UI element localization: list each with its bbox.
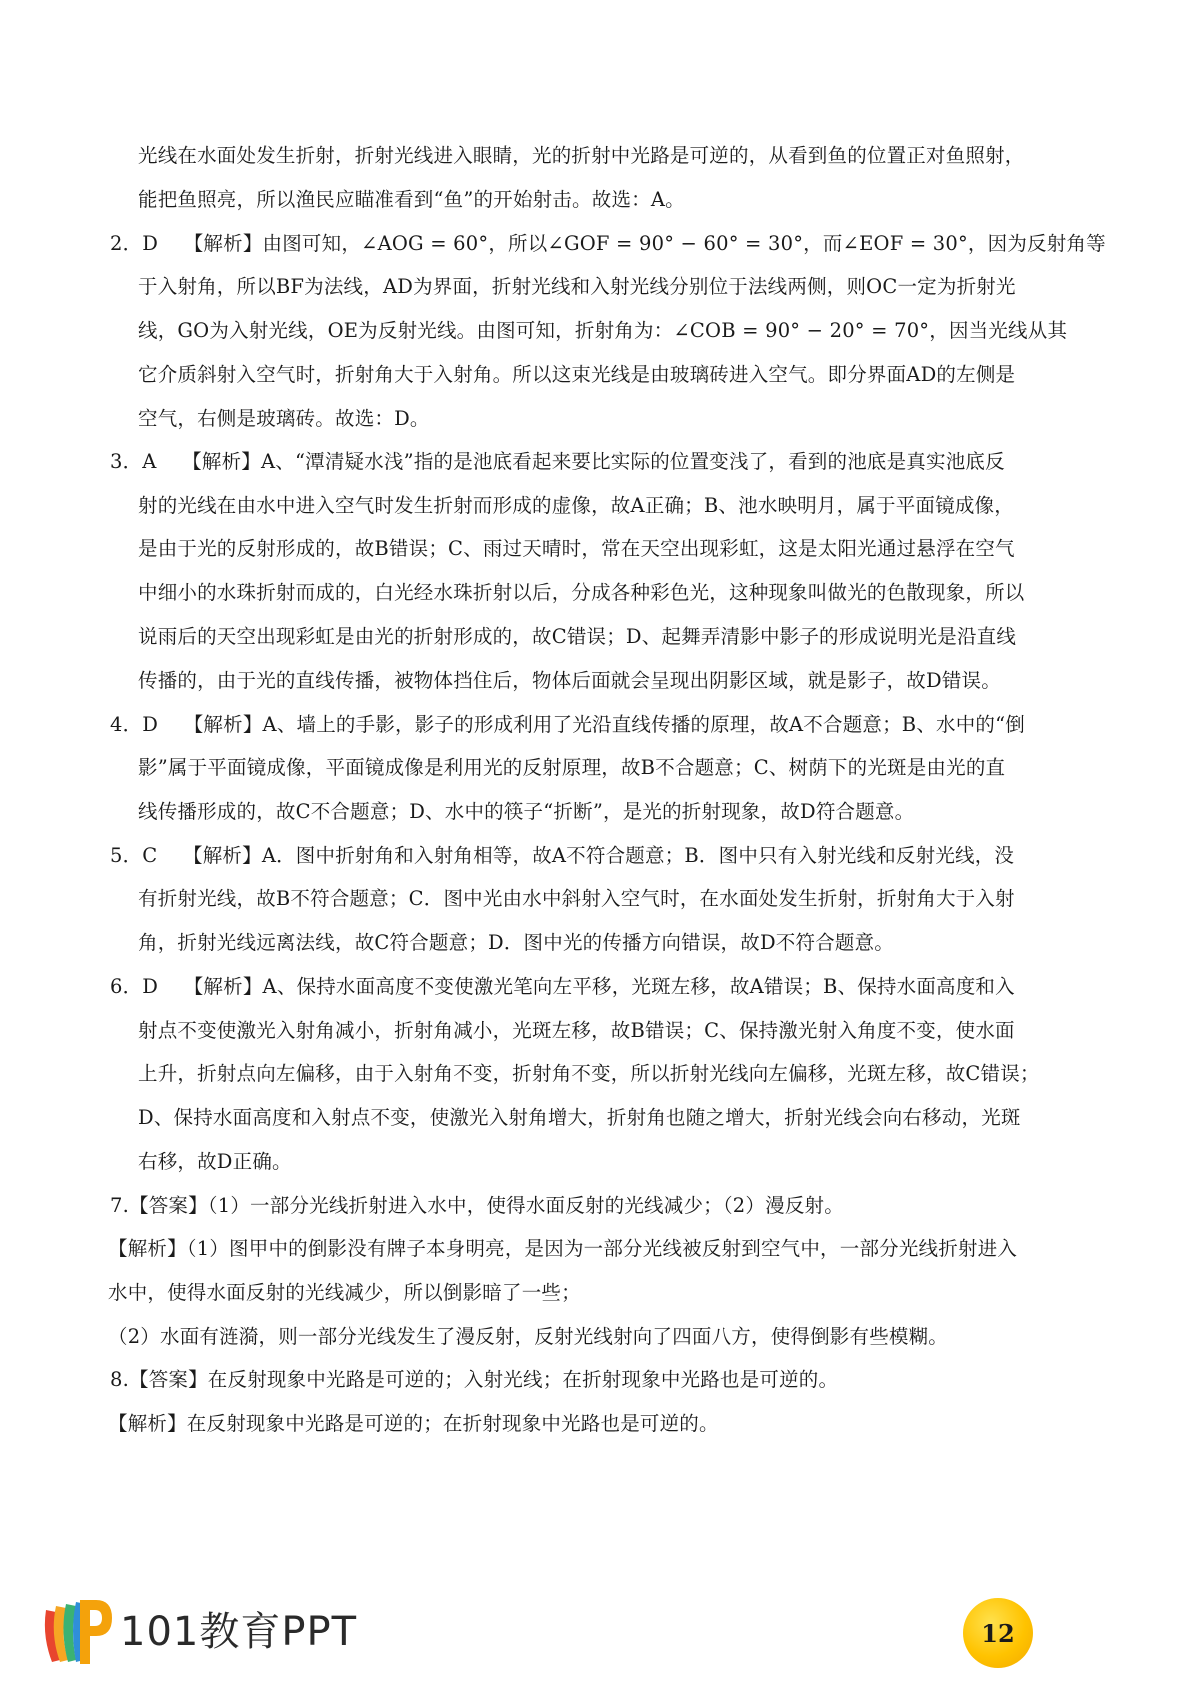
- text-line: 右移，故D正确。: [138, 1150, 292, 1173]
- text-line: 8.【答案】在反射现象中光路是可逆的；入射光线；在折射现象中光路也是可逆的。: [110, 1368, 839, 1391]
- text-line: 【解析】在反射现象中光路是可逆的；在折射现象中光路也是可逆的。: [108, 1412, 719, 1435]
- text-line: 3．A 【解析】A、“潭清疑水浅”指的是池底看起来要比实际的位置变浅了，看到的池底是真实池底反: [110, 450, 1005, 473]
- text-line: 4．D 【解析】A、墙上的手影，影子的形成利用了光沿直线传播的原理，故A不合题意；B、水中的“倒: [110, 713, 1025, 736]
- text-line: 有折射光线，故B不符合题意；C．图中光由水中斜射入空气时，在水面处发生折射，折射角大于入射: [138, 887, 1015, 910]
- text-line: 光线在水面处发生折射，折射光线进入眼睛，光的折射中光路是可逆的，从看到鱼的位置正对鱼照射，: [138, 144, 1025, 167]
- text-line: 射的光线在由水中进入空气时发生折射而形成的虚像，故A正确；B、池水映明月，属于平面镜成像，: [138, 494, 1014, 517]
- text-line: 水中，使得水面反射的光线减少，所以倒影暗了一些；: [108, 1281, 581, 1304]
- text-line: 【解析】（1）图甲中的倒影没有牌子本身明亮，是因为一部分光线被反射到空气中，一部分光线折射进入: [108, 1237, 1018, 1260]
- text-line: 5．C 【解析】A．图中折射角和入射角相等，故A不符合题意；B．图中只有入射光线和反射光线，没: [110, 844, 1015, 867]
- text-line: 它介质斜射入空气时，折射角大于入射角。所以这束光线是由玻璃砖进入空气。即分界面AD的左侧是: [138, 363, 1016, 386]
- text-line: 6．D 【解析】A、保持水面高度不变使激光笔向左平移，光斑左移，故A错误；B、保持水面高度和入: [110, 975, 1015, 998]
- text-line: 7.【答案】（1）一部分光线折射进入水中，使得水面反射的光线减少；（2）漫反射。: [110, 1194, 844, 1217]
- text-line: 上升，折射点向左偏移，由于入射角不变，折射角不变，所以折射光线向左偏移，光斑左移，故C错误；: [138, 1062, 1040, 1085]
- text-line: 线，GO为入射光线，OE为反射光线。由图可知，折射角为：∠COB = 90° − 20° = 70°，因当光线从其: [138, 319, 1068, 342]
- text-line: 传播的，由于光的直线传播，被物体挡住后，物体后面就会呈现出阴影区域，就是影子，故D错误。: [138, 669, 1001, 692]
- page-footer: [0, 1564, 1191, 1684]
- text-line: 2．D 【解析】由图可知，∠AOG = 60°，所以∠GOF = 90° − 60° = 30°，而∠EOF = 30°，因为反射角等: [110, 232, 1106, 255]
- text-line: 是由于光的反射形成的，故B错误；C、雨过天晴时，常在天空出现彩虹，这是太阳光通过悬浮在空气: [138, 537, 1015, 560]
- text-line: 影”属于平面镜成像，平面镜成像是利用光的反射原理，故B不合题意；C、树荫下的光斑是由光的直: [138, 756, 1006, 779]
- text-line: 中细小的水珠折射而成的，白光经水珠折射以后，分成各种彩色光，这种现象叫做光的色散现象，所以: [138, 581, 1025, 604]
- text-line: 空气，右侧是玻璃砖。故选：D。: [138, 407, 430, 430]
- text-line: （2）水面有涟漪，则一部分光线发生了漫反射，反射光线射向了四面八方，使得倒影有些模糊。: [108, 1325, 949, 1348]
- text-line: 角，折射光线远离法线，故C符合题意；D．图中光的传播方向错误，故D不符合题意。: [138, 931, 894, 954]
- page-number-badge: 12: [963, 1598, 1033, 1668]
- text-line: 线传播形成的，故C不合题意；D、水中的筷子“折断”，是光的折射现象，故D符合题意。: [138, 800, 915, 823]
- text-line: 于入射角，所以BF为法线，AD为界面，折射光线和入射光线分别位于法线两侧，则OC一定为折射光: [138, 275, 1016, 298]
- text-line: 能把鱼照亮，所以渔民应瞄准看到“鱼”的开始射击。故选：A。: [138, 188, 685, 211]
- text-line: 说雨后的天空出现彩虹是由光的折射形成的，故C错误；D、起舞弄清影中影子的形成说明光是沿直线: [138, 625, 1017, 648]
- brand-name: 101教育PPT: [120, 1609, 358, 1655]
- text-line: 射点不变使激光入射角减小，折射角减小，光斑左移，故B错误；C、保持激光射入角度不变，使水面: [138, 1019, 1015, 1042]
- text-line: D、保持水面高度和入射点不变，使激光入射角增大，折射角也随之增大，折射光线会向右移动，光斑: [138, 1106, 1021, 1129]
- logo-icon: [40, 1596, 114, 1670]
